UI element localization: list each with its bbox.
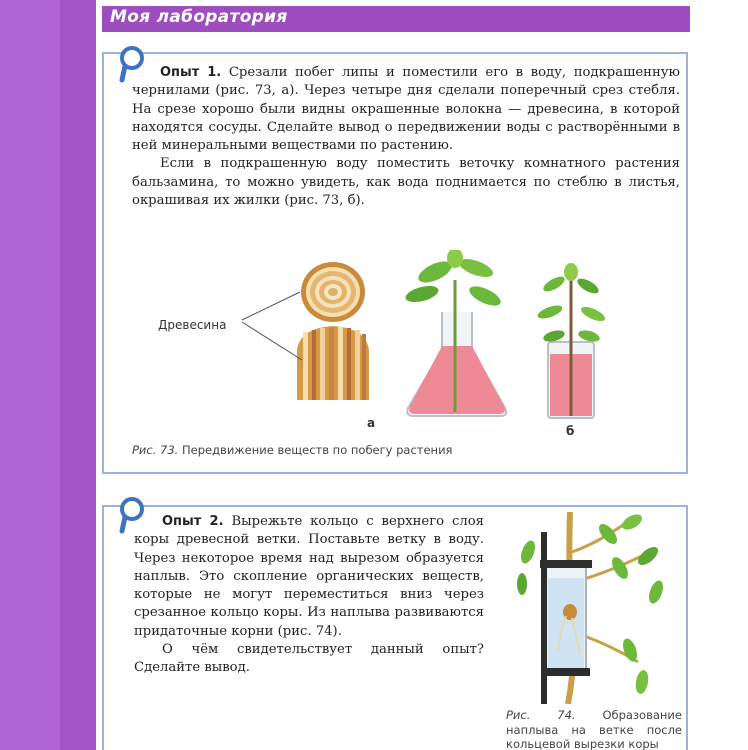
experiment-2-paragraph-2: О чём свидетельствует данный опыт? Сделайте вывод. (134, 642, 484, 676)
figure-73-label-a: а (367, 416, 376, 430)
beaker-with-balsam (536, 263, 607, 418)
figure-73-caption-text: Передвижение веществ по побегу растения (178, 443, 453, 457)
section-title: Моя лаборатория (110, 7, 288, 27)
figure-74-caption (506, 708, 682, 750)
figure-73-illustration (150, 250, 620, 430)
flask-with-linden-shoot (404, 250, 506, 416)
experiment-1-paragraph-2: Если в подкрашенную воду поместить веточку комнатного растения бальзамина, то можно увидеть, как вода поднимается по стеблю в листья, окрашивая их жилки (рис. 73, б). (132, 156, 680, 209)
experiment-1-text (132, 64, 680, 210)
figure-73-caption-prefix: Рис. 73. (132, 443, 179, 457)
experiment-2-text (134, 513, 484, 678)
figure-74-caption-text: Образование наплыва на ветке после кольцевой вырезки коры (506, 708, 682, 750)
experiment-1-paragraph-1: Срезали побег липы и поместили его в воду, подкрашенную чернилами (рис. 73, а). Через четыре дня сделали поперечный срез стебля. На срезе хорошо были видны окрашенные волокна — древесина, в которой находятся сосуды. Сделайте вывод о передвижении воды с растворёнными в ней минеральными веществами по растению. (132, 65, 680, 154)
experiment-1-lead: Опыт 1. (160, 65, 222, 80)
wood-label: Древесина (158, 318, 227, 332)
experiment-2-paragraph-1: Вырежьте кольцо с верхнего слоя коры древесной ветки. Поставьте ветку в воду. Через некоторое время над вырезом образуется наплыв. Это скопление органических веществ, которые не могут переместиться вниз через срезанное кольцо коры. Из наплыва развиваются придаточные корни (рис. 74). (134, 514, 484, 639)
stem-cross-section (301, 262, 365, 322)
stem-longitudinal-section (297, 326, 369, 400)
experiment-2-lead: Опыт 2. (162, 514, 224, 529)
figure-74-illustration (510, 512, 670, 704)
figure-74-caption-prefix: Рис. 74. (506, 708, 576, 722)
left-margin-band-inner (0, 0, 60, 750)
figure-73-caption (132, 443, 452, 457)
figure-73-label-b: б (566, 424, 575, 438)
